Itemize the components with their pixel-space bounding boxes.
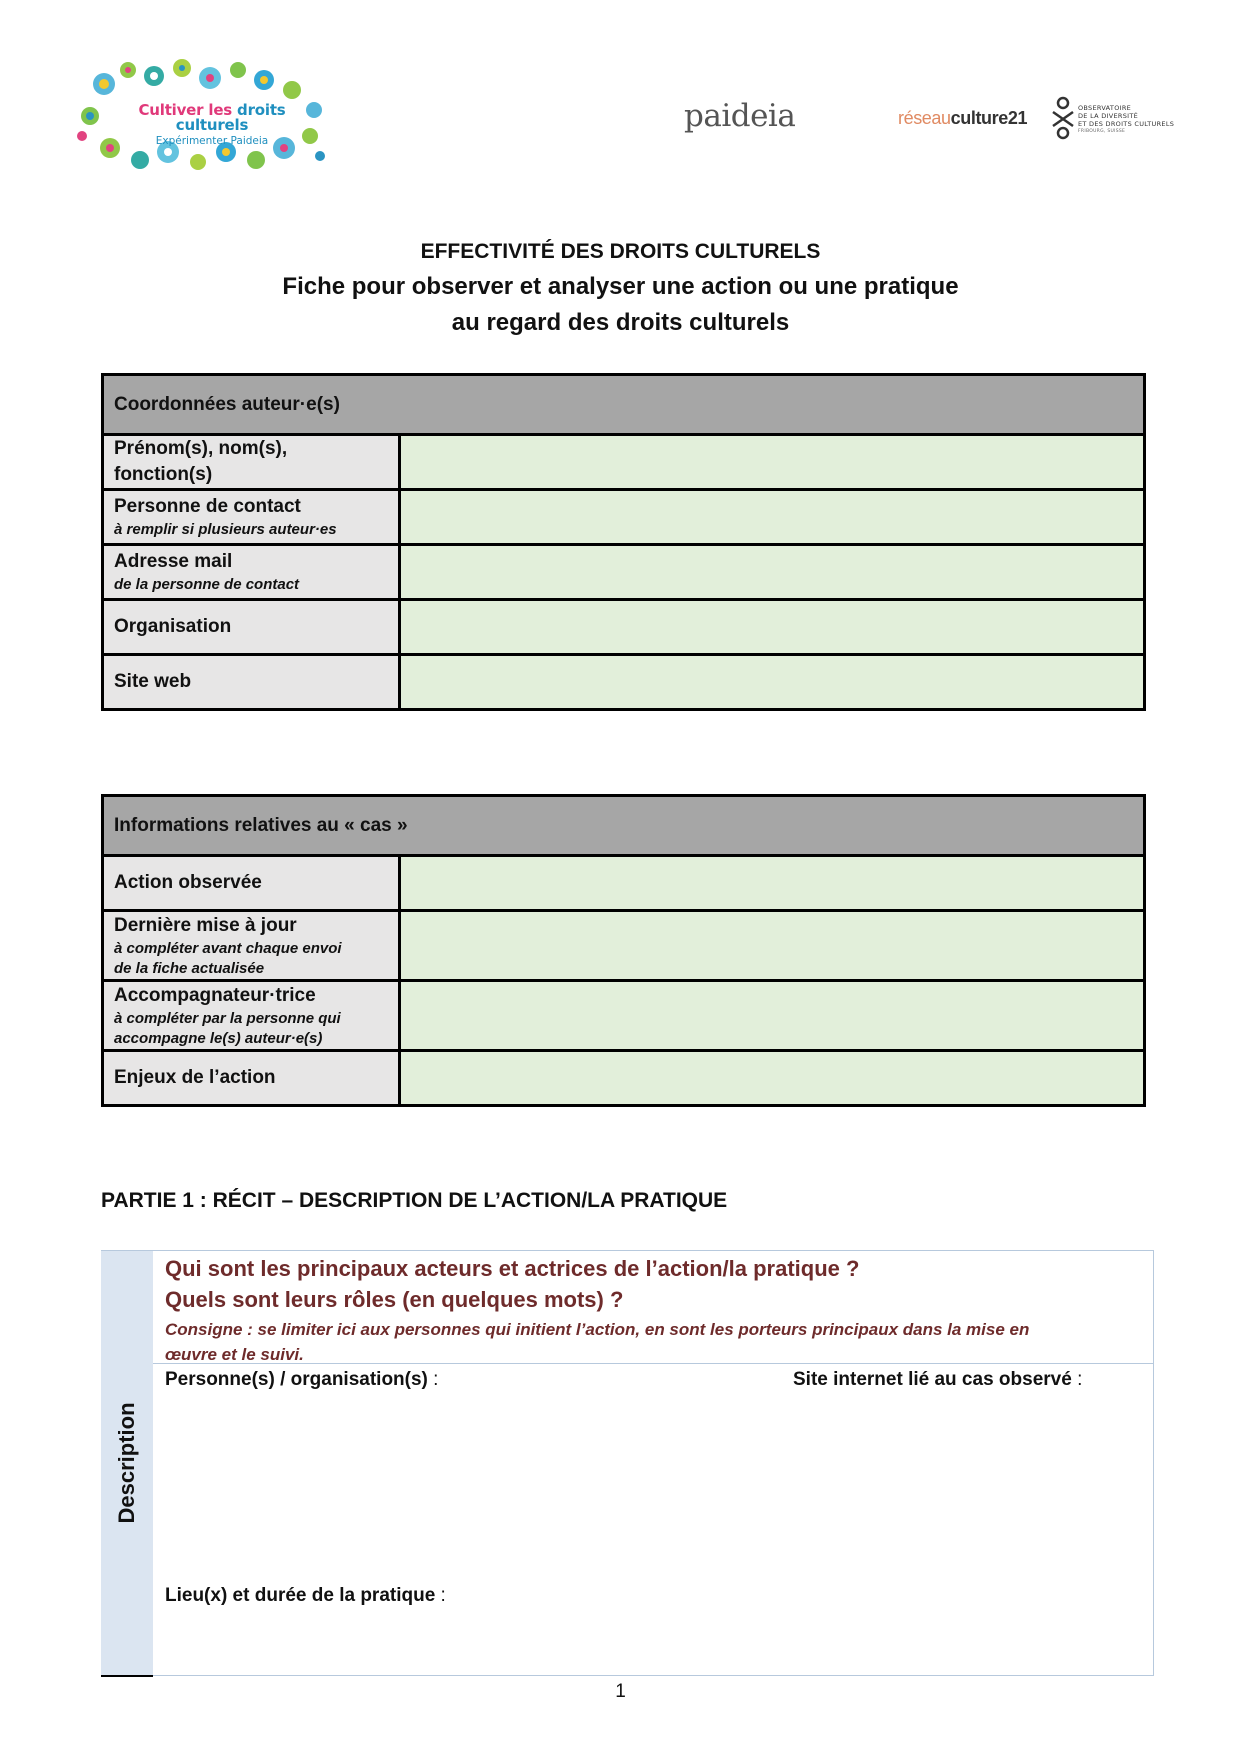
site-internet-label: Site internet lié au cas observé (793, 1369, 1072, 1390)
site-internet-field[interactable] (793, 1369, 1082, 1391)
obs-line-3: ET DES DROITS CULTURELS (1078, 120, 1175, 128)
label-adresse-mail-text: Adresse mail (114, 551, 233, 572)
colon: : (427, 1369, 439, 1390)
question-line-2: Quels sont leurs rôles (en quelques mots) ? (165, 1287, 624, 1312)
label-action-observee: Action observée (103, 856, 400, 911)
lieu-duree-label: Lieu(x) et durée de la pratique (165, 1585, 436, 1606)
question-line-1: Qui sont les principaux acteurs et actrices de l’action/la pratique ? (165, 1256, 860, 1281)
reseau-culture21-logo (898, 108, 1027, 129)
enjeux-action-field[interactable] (400, 1051, 1145, 1106)
paideia-logo: paideia (684, 98, 796, 134)
label-organisation: Organisation (103, 600, 400, 655)
label-enjeux-action: Enjeux de l’action (103, 1051, 400, 1106)
organisation-field[interactable] (400, 600, 1145, 655)
description-side-label: Description (114, 1402, 139, 1524)
consigne-text (165, 1317, 1145, 1367)
personnes-organisations-field[interactable] (165, 1369, 438, 1391)
logo-text-cultiver: Cultiver les (138, 101, 238, 119)
label-derniere-mise-a-jour-text: Dernière mise à jour (114, 914, 297, 936)
coordonnees-header: Coordonnées auteur·e(s) (103, 375, 1145, 435)
hint-mise-a-jour-line2: de la fiche actualisée (114, 959, 265, 977)
personnes-organisations-label: Personne(s) / organisation(s) (165, 1369, 428, 1390)
document-title: EFFECTIVITÉ DES DROITS CULTURELS (420, 240, 821, 263)
accompagnateur-field[interactable] (400, 981, 1145, 1051)
hint-personne-contact: à remplir si plusieurs auteur·es (114, 521, 337, 538)
informations-cas-header: Informations relatives au « cas » (103, 796, 1145, 856)
informations-cas-table (101, 794, 1146, 1107)
label-personne-contact (103, 490, 400, 545)
document-subtitle-line-1: Fiche pour observer et analyser une action ou une pratique (282, 273, 959, 300)
label-site-web: Site web (103, 655, 400, 710)
prenom-nom-field[interactable] (400, 435, 1145, 490)
page-number: 1 (615, 1681, 626, 1702)
colon: : (435, 1585, 446, 1606)
label-prenom-nom (103, 435, 400, 490)
label-accompagnateur-text: Accompagnateur·trice (114, 984, 316, 1006)
logo-text-experimenter: Expérimenter Paideia (155, 135, 269, 147)
description-divider (153, 1363, 1153, 1364)
observatoire-logo (1050, 96, 1180, 142)
hint-mise-a-jour-line1: à compléter avant chaque envoi (114, 939, 342, 957)
partie-1-heading: PARTIE 1 : RÉCIT – DESCRIPTION DE L’ACTION/LA PRATIQUE (101, 1189, 728, 1212)
reseau-text: réseau (898, 108, 951, 128)
label-derniere-mise-a-jour (103, 911, 400, 981)
observatoire-emblem-icon (1050, 96, 1076, 140)
lieu-duree-field[interactable] (165, 1585, 446, 1607)
hint-accompagnateur-line1: à compléter par la personne qui (114, 1009, 341, 1027)
site-web-field[interactable] (400, 655, 1145, 710)
adresse-mail-field[interactable] (400, 545, 1145, 600)
logo-text-droits: droits culturels (175, 101, 286, 134)
description-block (101, 1250, 1154, 1676)
hint-adresse-mail: de la personne de contact (114, 576, 300, 593)
label-prenom-line2: fonction(s) (114, 464, 213, 485)
consigne-line-2: œuvre et le suivi. (165, 1345, 304, 1364)
cultiver-droits-culturels-logo (70, 56, 332, 174)
coordonnees-table (101, 373, 1146, 711)
document-subtitle-line-2: au regard des droits culturels (451, 309, 790, 336)
hint-accompagnateur-line2: accompagne le(s) auteur·e(s) (114, 1029, 323, 1047)
colon: : (1071, 1369, 1083, 1390)
derniere-mise-a-jour-field[interactable] (400, 911, 1145, 981)
label-adresse-mail (103, 545, 400, 600)
obs-line-1: OBSERVATOIRE (1078, 104, 1132, 112)
description-question (165, 1253, 1145, 1367)
personne-contact-field[interactable] (400, 490, 1145, 545)
label-accompagnateur (103, 981, 400, 1051)
obs-line-4: FRIBOURG, SUISSE (1078, 129, 1126, 134)
consigne-line-1: Consigne : se limiter ici aux personnes qui initient l’action, en sont les porteurs principaux dans la mise en (165, 1320, 1030, 1339)
culture21-text: culture21 (950, 108, 1028, 128)
obs-line-2: DE LA DIVERSITÉ (1078, 112, 1139, 120)
description-sidebar (101, 1251, 153, 1677)
action-observee-field[interactable] (400, 856, 1145, 911)
label-personne-contact-text: Personne de contact (114, 496, 301, 517)
label-prenom-line1: Prénom(s), nom(s), (114, 438, 288, 459)
